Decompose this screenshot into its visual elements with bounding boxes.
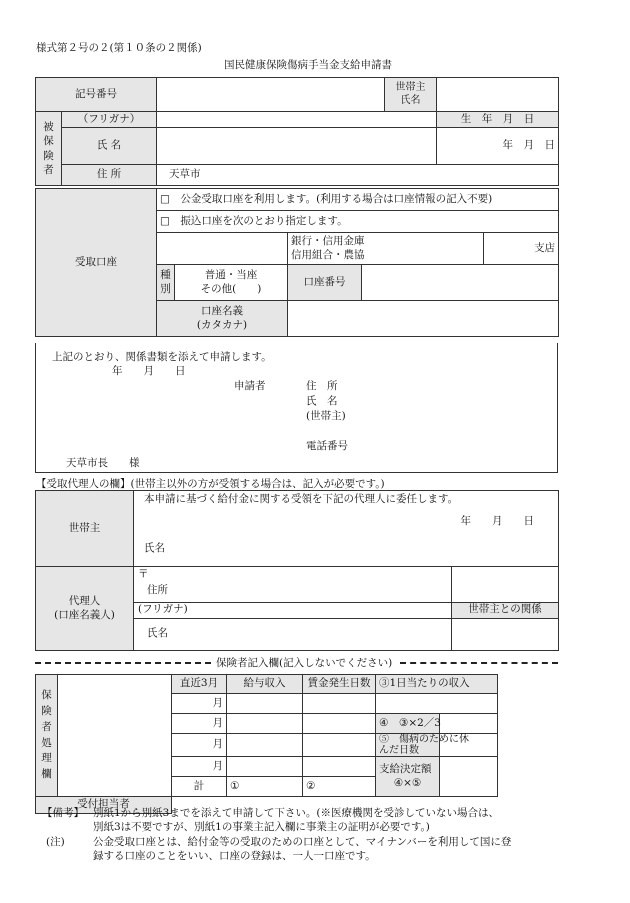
note-label: (注) [46, 836, 65, 848]
bank-name-field[interactable] [157, 233, 288, 265]
birth-date-field[interactable]: 年 月 日 [437, 128, 559, 165]
account-section-label: 受取口座 [36, 189, 157, 337]
insurer-memo-field[interactable] [58, 675, 172, 797]
symbol-number-field[interactable] [157, 78, 385, 112]
transfer-account-option[interactable]: □ 振込口座を次のとおり指定します。 [157, 211, 559, 233]
insured-side-label: 被 保 険 者 [36, 112, 62, 186]
proxy-table [35, 490, 559, 651]
wage-days-1[interactable] [303, 694, 376, 714]
branch-label: 支店 [484, 233, 559, 265]
salary-1[interactable] [227, 694, 303, 714]
branch-name-field[interactable] [362, 233, 484, 265]
month-3[interactable]: 月 [172, 734, 227, 757]
name-label: 氏 名 [62, 128, 157, 165]
public-account-option[interactable]: □ 公金受取口座を利用します。(利用する場合は口座情報の記入不要) [157, 189, 559, 211]
applicant-name-label: 氏 名 [306, 395, 338, 407]
account-holder-label: 口座名義 (カタカナ) [157, 301, 288, 337]
account-number-label: 口座番号 [288, 265, 362, 301]
form-title: 国民健康保険傷病手当金支給申請書 [224, 59, 392, 71]
symbol-number-label: 記号番号 [36, 78, 157, 112]
insured-table [35, 77, 559, 186]
month-1[interactable]: 月 [172, 694, 227, 714]
application-date[interactable]: 年 月 日 [112, 365, 186, 377]
proxy-head-cell[interactable] [134, 491, 559, 567]
account-type-label: 種 別 [157, 265, 175, 301]
delegation-date[interactable]: 年 月 日 [460, 515, 535, 528]
bank-types: 銀行・信用金庫 信用組合・農協 [288, 233, 362, 265]
household-head-label: 世帯主 氏名 [385, 78, 437, 112]
birth-date-label: 生 年 月 日 [437, 112, 559, 128]
insurer-table [35, 674, 498, 814]
agent-label: 代理人 (口座名義人) [36, 567, 134, 651]
formula-4: ④ ③×2／3 [376, 714, 440, 734]
relation-label: 世帯主との関係 [452, 603, 558, 619]
absent-days-label: ⑤ 傷病のために休 んだ日数 [376, 734, 440, 757]
relation-cell[interactable] [452, 603, 559, 651]
address-label: 住 所 [62, 165, 157, 186]
divider-left [35, 662, 211, 664]
wage-days-total[interactable]: ② [303, 777, 376, 797]
note-line-2: 録する口座のことをいい、口座の登録は、一人一口座です。 [93, 850, 376, 862]
account-number-field[interactable] [362, 265, 559, 301]
remarks-label: 【備考】 [42, 807, 84, 819]
applicant-label: 申請者 [234, 380, 266, 392]
applicant-address-label: 住 所 [306, 380, 338, 392]
form-number: 様式第２号の２(第１０条の２関係) [36, 42, 202, 54]
proxy-head-label: 世帯主 [36, 491, 134, 567]
recent-months-label: 直近3月 [172, 675, 227, 694]
remarks-line-2: 別紙3は不要ですが、別紙1の事業主記入欄に事業主の証明が必要です。) [93, 821, 430, 833]
account-table [35, 188, 559, 337]
wage-days-4[interactable] [303, 757, 376, 777]
account-type-options[interactable]: 普通・当座 その他( ) [175, 265, 288, 301]
addressee: 天草市長 様 [66, 457, 140, 469]
postal-mark: 〒 [138, 568, 149, 580]
insurer-side-label: 保 険 者 処 理 欄 [36, 675, 58, 797]
total-label: 計 [172, 777, 227, 797]
daily-income-label: ③1日当たりの収入 [376, 675, 498, 694]
agent-name-label: 氏名 [147, 627, 168, 639]
decision-field[interactable] [440, 757, 498, 797]
formula-4-field[interactable] [440, 714, 498, 734]
salary-total[interactable]: ① [227, 777, 303, 797]
agent-name-cell[interactable] [134, 603, 452, 651]
account-holder-field[interactable] [288, 301, 559, 337]
staff-label: 受付担当者 [36, 797, 172, 814]
head-name-label: 氏名 [144, 542, 165, 555]
agent-address-label: 住所 [147, 584, 168, 597]
furigana-field[interactable] [157, 112, 437, 128]
applicant-head-label: (世帯主) [306, 410, 346, 422]
delegation-text: 本申請に基づく給付金に関する受領を下記の代理人に委任します。 [144, 493, 459, 505]
agent-furigana-label: (フリガナ) [134, 603, 451, 619]
wage-days-3[interactable] [303, 734, 376, 757]
insurer-divider-text: 保険者記入欄(記入しないでください) [216, 657, 393, 669]
checkbox-icon[interactable]: □ [160, 214, 170, 227]
agent-address-cell[interactable] [134, 567, 452, 603]
relation-field-top[interactable] [452, 567, 559, 603]
divider-right [400, 662, 558, 664]
daily-income-field[interactable] [376, 694, 498, 714]
checkbox-icon[interactable]: □ [160, 192, 170, 205]
address-field[interactable]: 天草市 [157, 165, 559, 186]
furigana-label: （フリガナ） [62, 112, 157, 128]
applicant-phone-label: 電話番号 [306, 440, 348, 452]
remarks-line-1: 別紙1から別紙3までを添えて申請して下さい。(※医療機関を受診していない場合は、 [93, 807, 499, 819]
proxy-section-title: 【受取代理人の欄】(世帯主以外の方が受領する場合は、記入が必要です。) [36, 478, 385, 490]
application-statement: 上記のとおり、関係書類を添えて申請します。 [52, 351, 272, 363]
salary-4[interactable] [227, 757, 303, 777]
month-4[interactable]: 月 [172, 757, 227, 777]
wage-days-label: 賃金発生日数 [303, 675, 376, 694]
salary-2[interactable] [227, 714, 303, 734]
note-line-1: 公金受取口座とは、給付金等の受取のための口座として、マイナンバーを利用して国に登 [93, 836, 512, 848]
household-head-field[interactable] [437, 78, 559, 112]
month-2[interactable]: 月 [172, 714, 227, 734]
decision-label: 支給決定額 ④×⑤ [376, 757, 440, 797]
wage-days-2[interactable] [303, 714, 376, 734]
name-field[interactable] [157, 128, 437, 165]
salary-3[interactable] [227, 734, 303, 757]
salary-label: 給与収入 [227, 675, 303, 694]
